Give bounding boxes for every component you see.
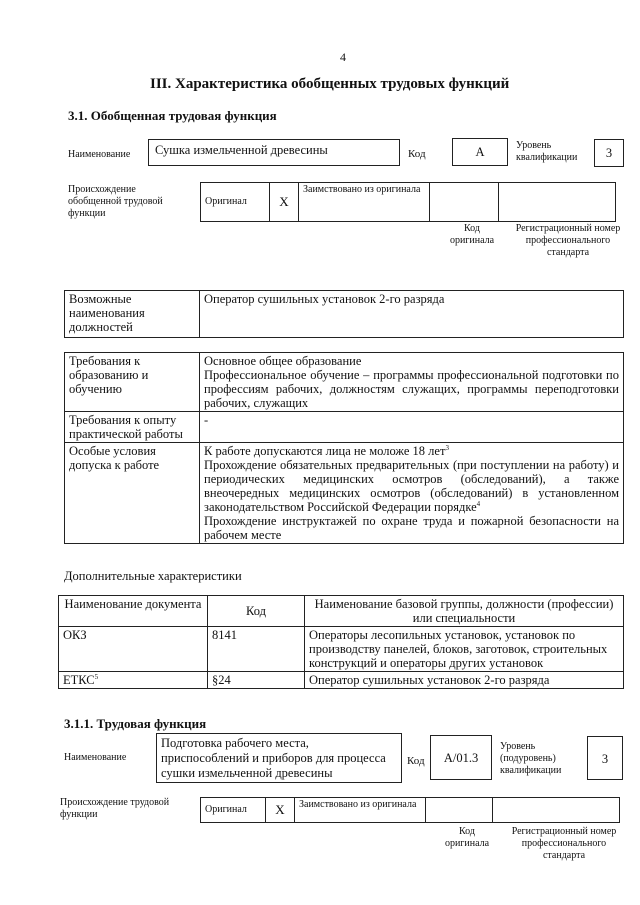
doc-cell: [59, 672, 208, 689]
tf-name-value: Подготовка рабочего места, приспособлений и приборов для процесса сушки измельченной древесины: [161, 736, 386, 780]
tf-code-value: A/01.3: [443, 751, 479, 765]
education-label: Требования к образованию и обучению: [69, 354, 149, 396]
additional-title: Дополнительные характеристики: [64, 569, 242, 583]
gtf-origin-label: Происхождение обобщенной трудовой функции: [68, 184, 163, 219]
tf-origin-table: [200, 797, 620, 823]
gtf-original-mark-cell: [270, 183, 299, 222]
name-cell: [305, 627, 624, 672]
positions-table: [64, 290, 624, 338]
conditions-value-cell: [200, 443, 624, 544]
doc-cell: [59, 627, 208, 672]
doc-value: ОКЗ: [63, 628, 87, 642]
tf-name-field: [156, 733, 402, 783]
conditions-label-cell: [65, 443, 200, 544]
tf-reg-number-cell: [493, 798, 620, 823]
gtf-name-field: [148, 139, 400, 166]
name-value: Операторы лесопильных установок, установок по производству панелей, блоков, заготовок, строительных конструкций и операторы других установок: [309, 628, 608, 670]
page-title: III. Характеристика обобщенных трудовых функций: [150, 76, 510, 92]
gtf-section-title: 3.1. Обобщенная трудовая функция: [68, 108, 277, 123]
tf-reg-number-label: Регистрационный номер профессионального стандарта: [511, 826, 617, 861]
tf-original-mark-cell: [266, 798, 295, 823]
additional-header-name: [305, 596, 624, 627]
gtf-code-original-cell: [430, 183, 499, 222]
education-label-cell: [65, 353, 200, 412]
tf-origin-label: Происхождение трудовой функции: [60, 797, 170, 820]
gtf-level-field: [594, 139, 624, 167]
name-cell: [305, 672, 624, 689]
table-row: [59, 672, 624, 689]
gtf-code-value: A: [475, 145, 485, 159]
tf-code-original-label: Код оригинала: [444, 826, 490, 849]
positions-value-cell: [200, 291, 624, 338]
requirements-table: [64, 352, 624, 544]
conditions-line: [204, 444, 619, 458]
header-label: Код: [246, 604, 266, 618]
gtf-code-label: Код: [408, 148, 426, 160]
footnote-ref: 3: [445, 443, 449, 452]
tf-code-label: Код: [407, 755, 425, 767]
gtf-level-label: Уровень квалификации: [516, 140, 578, 163]
gtf-code-original-label: Код оригинала: [449, 223, 495, 246]
education-line: Основное общее образование: [204, 354, 362, 368]
gtf-code-field: [452, 138, 508, 166]
positions-value: Оператор сушильных установок 2-го разряда: [204, 292, 445, 306]
tf-level-value: 3: [601, 752, 609, 766]
gtf-level-value: 3: [605, 146, 613, 160]
header-label: Наименование базовой группы, должности (профессии) или специальности: [314, 597, 614, 625]
gtf-original-label: Оригинал: [205, 196, 247, 207]
gtf-borrowed-cell: [299, 183, 430, 222]
experience-value: -: [204, 413, 209, 427]
gtf-origin-table: [200, 182, 616, 222]
table-row: [59, 627, 624, 672]
header-label: Наименование документа: [64, 597, 202, 611]
tf-level-field: [587, 736, 623, 780]
education-line: Профессиональное обучение – программы профессиональной подготовки по профессиям рабочих, должностям служащих, программы переподготовки рабочих, служащих: [204, 368, 619, 410]
conditions-line-1: К работе допускаются лица не моложе 18 лет: [204, 444, 446, 458]
tf-original-cell: [201, 798, 266, 823]
education-value-cell: [200, 353, 624, 412]
tf-borrowed-cell: [295, 798, 426, 823]
gtf-original-cell: [201, 183, 270, 222]
tf-section-title: 3.1.1. Трудовая функция: [64, 716, 207, 731]
experience-value-cell: [200, 412, 624, 443]
conditions-label: Особые условия допуска к работе: [69, 444, 160, 472]
tf-name-label: Наименование: [64, 752, 127, 763]
footnote-ref: 5: [94, 672, 99, 681]
conditions-line: [204, 458, 619, 514]
gtf-reg-number-label: Регистрационный номер профессионального стандарта: [515, 223, 621, 258]
conditions-line-2: Прохождение обязательных предварительных (при поступлении на работу) и периодических медицинских осмотров (обследований), а также внеочередных медицинских осмотров (обследований) в установленном законодательством Российской Федерации порядке: [204, 458, 619, 514]
gtf-name-value: Сушка измельченной древесины: [155, 143, 328, 157]
gtf-reg-number-cell: [499, 183, 616, 222]
tf-code-field: [430, 735, 492, 780]
gtf-name-label: Наименование: [68, 149, 131, 160]
code-cell: [208, 627, 305, 672]
doc-value: ЕТКС: [63, 673, 95, 687]
experience-label-cell: [65, 412, 200, 443]
tf-original-label: Оригинал: [205, 804, 247, 815]
additional-header-code: [208, 596, 305, 627]
additional-table: [58, 595, 624, 689]
conditions-line: Прохождение инструктажей по охране труда и пожарной безопасности на рабочем месте: [204, 514, 619, 542]
additional-header-doc: [59, 596, 208, 627]
positions-label: Возможные наименования должностей: [69, 292, 145, 334]
tf-code-original-cell: [426, 798, 493, 823]
experience-label: Требования к опыту практической работы: [69, 413, 183, 441]
positions-label-cell: [65, 291, 200, 338]
code-value: §24: [212, 673, 231, 687]
tf-level-label: Уровень (подуровень) квалификации: [500, 741, 562, 776]
tf-original-mark: X: [275, 802, 285, 817]
name-value: Оператор сушильных установок 2-го разряда: [309, 673, 550, 687]
tf-borrowed-label: Заимствовано из оригинала: [299, 799, 417, 810]
code-value: 8141: [212, 628, 237, 642]
gtf-original-mark: X: [279, 194, 289, 209]
footnote-ref: 4: [476, 499, 481, 508]
gtf-borrowed-label: Заимствовано из оригинала: [303, 184, 421, 195]
code-cell: [208, 672, 305, 689]
page-number: 4: [340, 50, 346, 64]
